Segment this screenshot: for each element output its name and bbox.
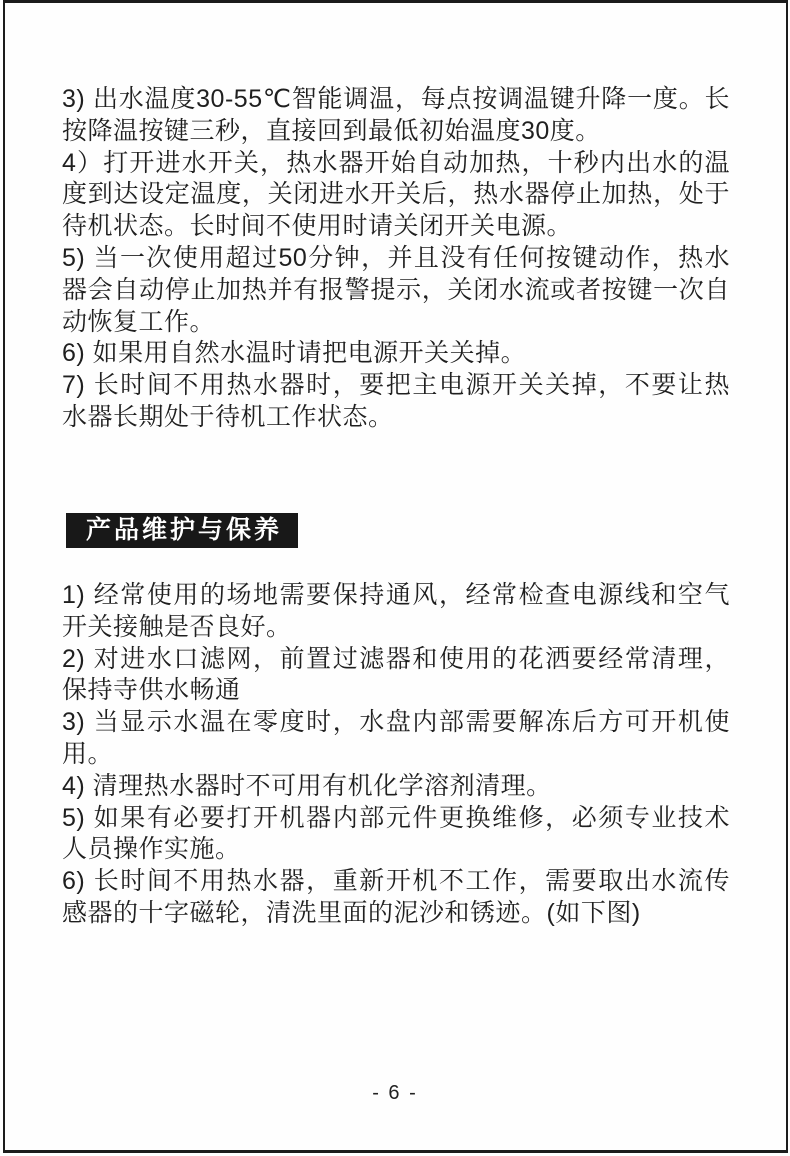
- section-title: 产品维护与保养: [86, 516, 283, 544]
- maintenance-list: [62, 580, 730, 930]
- usage-instructions-list: [62, 84, 730, 434]
- list-item-3: 3) 当显示水温在零度时，水盘内部需要解冻后方可开机使用。: [62, 708, 730, 768]
- list-item-1: 1) 经常使用的场地需要保持通风，经常检查电源线和空气开关接触是否良好。: [62, 581, 730, 641]
- list-item-2: 2) 对进水口滤网，前置过滤器和使用的花洒要经常清理，保持寺供水畅通: [62, 644, 730, 705]
- list-item-5: 5) 当一次使用超过50分钟，并且没有任何按键动作，热水器会自动停止加热并有报警提示，关闭水流或者按键一次自动恢复工作。: [62, 243, 730, 336]
- section-header-maintenance: [66, 513, 298, 548]
- list-item-4: 4) 清理热水器时不可用有机化学溶剂清理。: [62, 771, 552, 800]
- list-item-3: 3) 出水温度30-55℃智能调温，每点按调温键升降一度。长按降温按键三秒，直接回到最低初始温度30度。: [62, 85, 730, 145]
- list-item-4: 4）打开进水开关，热水器开始自动加热，十秒内出水的温度到达设定温度，关闭进水开关后，热水器停止加热，处于待机状态。长时间不使用时请关闭开关电源。: [62, 148, 730, 241]
- list-item-5: 5) 如果有必要打开机器内部元件更换维修，必须专业技术人员操作实施。: [62, 803, 730, 864]
- list-item-6: 6) 如果用自然水温时请把电源开关关掉。: [62, 339, 527, 368]
- page-number: - 6 -: [372, 1082, 418, 1104]
- list-item-6: 6) 长时间不用热水器，重新开机不工作，需要取出水流传感器的十字磁轮，清洗里面的泥沙和锈迹。(如下图): [62, 867, 730, 927]
- list-item-7: 7) 长时间不用热水器时，要把主电源开关关掉，不要让热水器长期处于待机工作状态。: [62, 371, 730, 431]
